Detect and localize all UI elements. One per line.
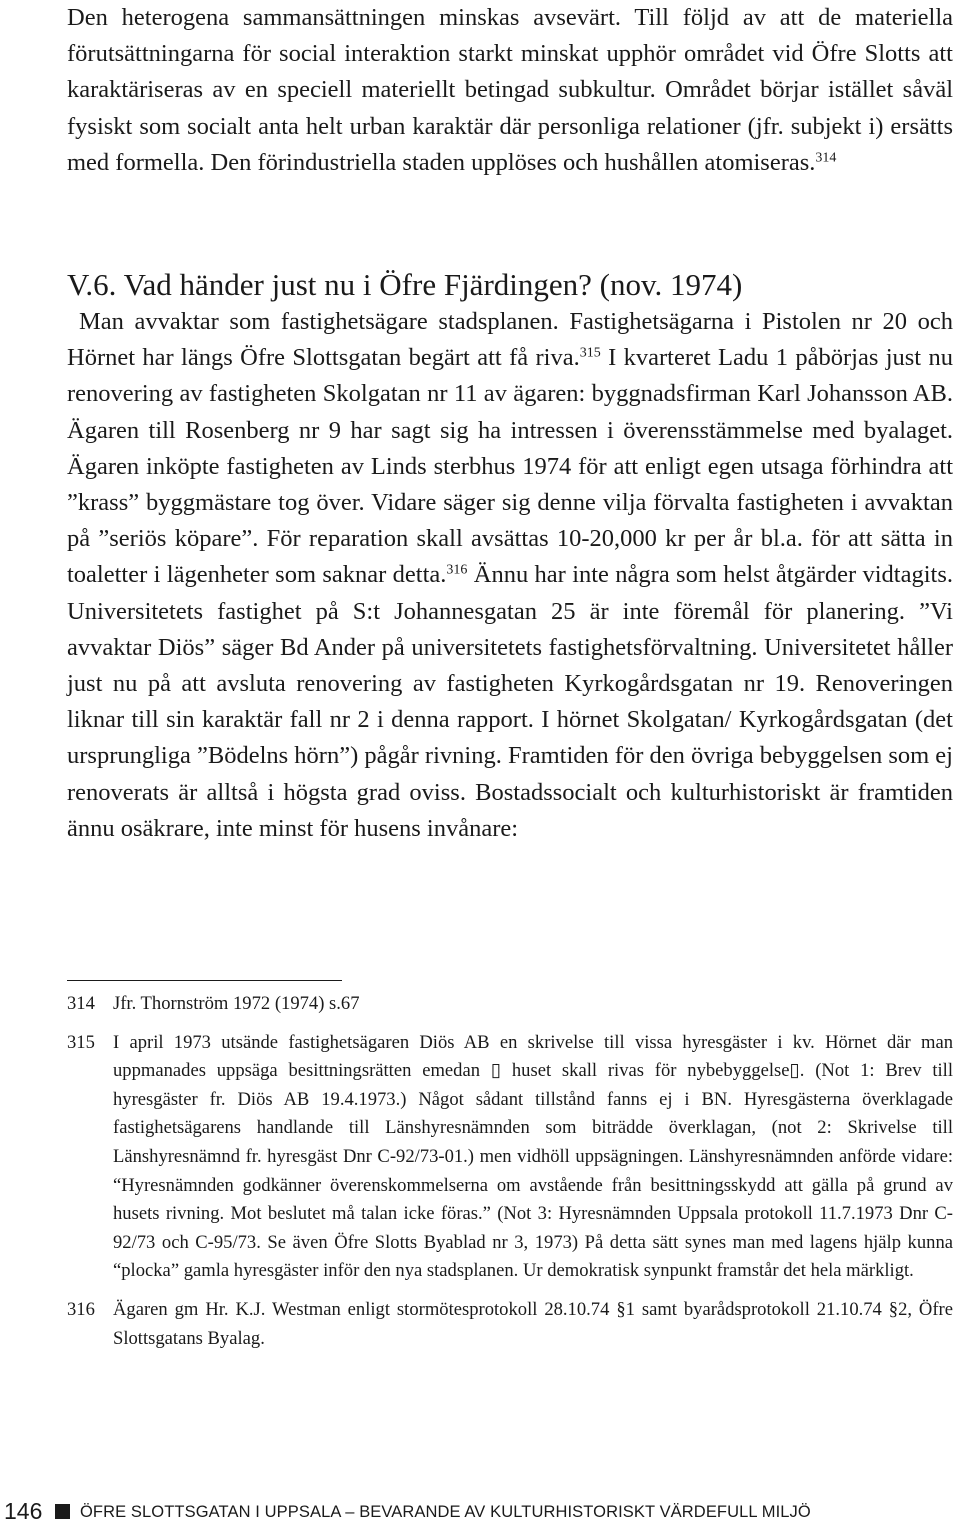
footnote-315 (67, 1029, 953, 1286)
section-heading: V.6. Vad händer just nu i Öfre Fjärdingen? (nov. 1974) (67, 267, 743, 302)
section-text-3: Ännu har inte några som helst åtgärder vidtagits. Universitetets fastighet på S:t Johannesgatan 25 är inte föremål för planering. ”Vi avvaktar Diös” säger Bd Ander på universitetets fastighetsförvaltning. Universitetet håller just nu på att avsluta renovering av fastigheten Kyrkogårdsgatan nr 19. Renoveringen liknar till sin karaktär fall nr 2 i denna rapport. I hörnet Skolgatan/ Kyrkogårdsgatan (det ursprungliga ”Bödelns hörn”) pågår rivning. Framtiden för den övriga bebyggelsen som ej renoverats är alltså i högsta grad oviss. Bostadssocialt och kulturhistoriskt är framtiden ännu osäkrare, inte minst för husens invånare: (67, 561, 953, 842)
section-paragraph (67, 304, 953, 847)
intro-text: Den heterogena sammansättningen minskas avsevärt. Till följd av att de materiella förutsättningarna för social interaktion starkt minskat upphör området vid Öfre Slotts att karaktäriseras av en speciell materiellt betingad subkultur. Området börjar istället såväl fysiskt som socialt anta helt urban karaktär där personliga relationer (jfr. subjekt i) ersätts med formella. Den förindustriella staden upplöses och hushållen atomiseras. (67, 4, 953, 176)
footnote-ref-314[interactable]: 314 (815, 150, 837, 166)
footnotes (67, 990, 953, 1363)
footnote-text: I april 1973 utsände fastighetsägaren Diös AB en skrivelse till vissa hyresgäster i kv. Hörnet där man uppmanades uppsäga besittningsrätten emedan ▯ huset skall rivas för nybebyggelse▯. (Not 1: Brev till hyresgäster fr. Diös AB 19.4.1973.) Något sådant tillstånd fanns ej i BN. Hyresgästerna överklagade fastighetsägarens handlande till Länshyresnämnden som biträdde överklagan, (not 2: Skrivelse till Länshyresnämnd fr. hyresgäst Dnr C-92/73-01.) men vidhöll uppsägningen. Länshyresnämnden anförde vidare: “Hyresnämnden godkänner överenskommelserna om avstående från besittningsskydd att gälla på grund av husets rivning. Mot beslutet må talan icke föras.” (Not 3: Hyresnämnden Uppsala protokoll 11.7.1973 Dnr C-92/73 och C-95/73. Se även Öfre Slotts Byablad nr 3, 1973) På detta sätt synes man med lagens hjälp kunna “plocka” gamla hyresgäster inför den nya stadsplanen. Ur demokratisk synpunkt framstår det hela märkligt. (113, 1031, 953, 1282)
footnote-314 (67, 990, 953, 1019)
footnote-ref-315[interactable]: 315 (579, 345, 601, 361)
section-text-1: Man avvaktar som fastighetsägare stadsplanen. Fastighetsägarna i Pistolen nr 20 och Hörnet har längs Öfre Slottsgatan begärt att få riva. (67, 308, 953, 372)
square-bullet-icon (55, 1504, 70, 1519)
footnote-text: Jfr. Thornström 1972 (1974) s.67 (113, 993, 360, 1014)
page-number: 146 (4, 1498, 43, 1524)
page-footer (0, 1495, 960, 1529)
footnote-316 (67, 1296, 953, 1353)
footnote-text: Ägaren gm Hr. K.J. Westman enligt stormötesprotokoll 28.10.74 §1 samt byarådsprotokoll 21.10.74 §2, Öfre Slottsgatans Byalag. (113, 1298, 953, 1349)
intro-paragraph (67, 0, 953, 181)
section-text-2: I kvarteret Ladu 1 påbörjas just nu renovering av fastigheten Skolgatan nr 11 av ägaren: byggnadsfirman Karl Johansson AB. Ägaren till Rosenberg nr 9 har sagt sig ha intressen i överensstämmelse med byalaget. Ägaren inköpte fastigheten av Linds sterbhus 1974 för att enligt egen utsaga förhindra att ”krass” byggmästare tog över. Vidare säger sig denne vilja förvalta fastigheten i avvaktan på ”seriös köpare”. För reparation skall avsättas 10-20,000 kr per år bl.a. för att sätta in toaletter i lägenheter som saknar detta. (67, 344, 953, 589)
footnote-ref-316[interactable]: 316 (446, 563, 468, 579)
running-title: ÖFRE SLOTTSGATAN I UPPSALA – BEVARANDE AV KULTURHISTORISKT VÄRDEFULL MILJÖ (80, 1503, 811, 1521)
footnote-number: 314 (67, 993, 95, 1014)
footnote-number: 316 (67, 1298, 95, 1320)
footnote-number: 315 (67, 1031, 95, 1053)
footnote-divider (67, 980, 342, 981)
